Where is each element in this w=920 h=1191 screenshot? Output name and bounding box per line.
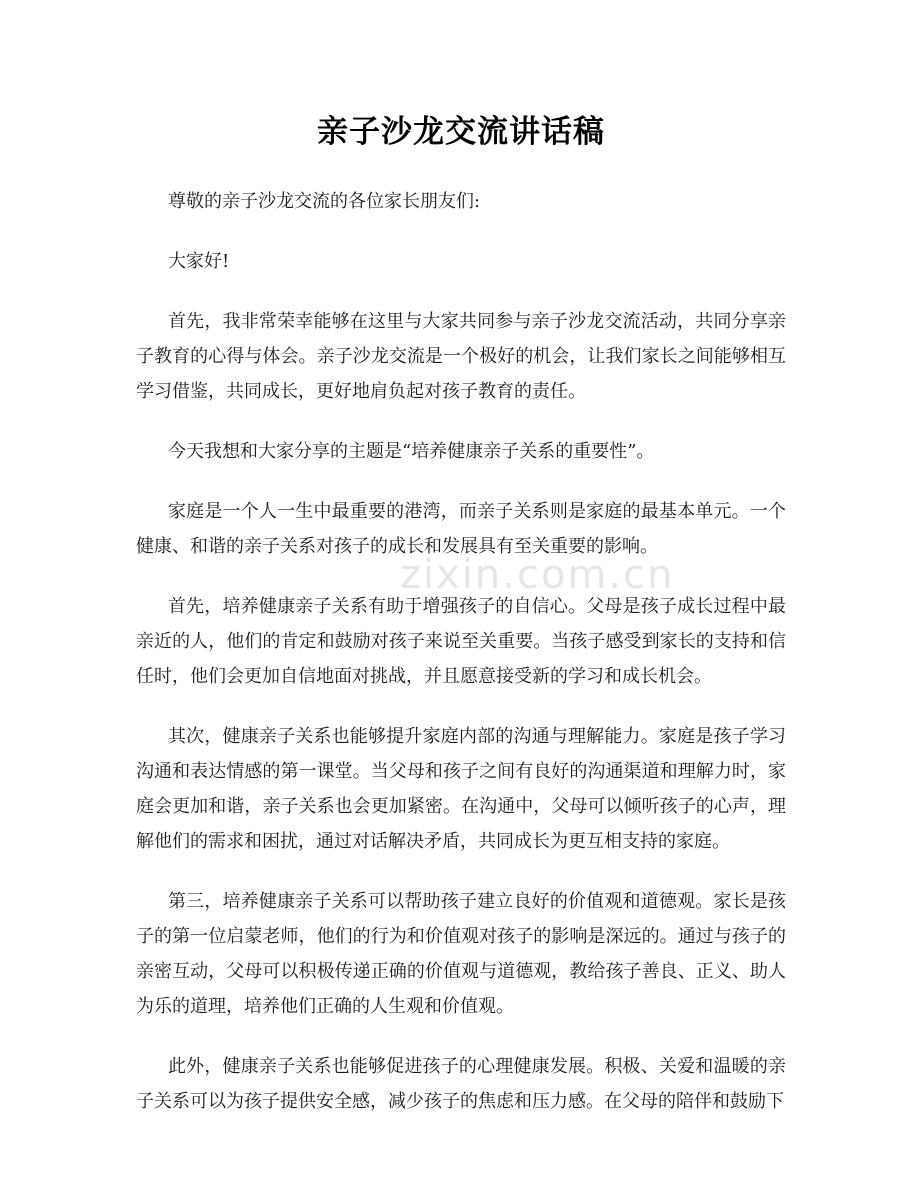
paragraph-values: 第三，培养健康亲子关系可以帮助孩子建立良好的价值观和道德观。家长是孩子的第一位启蒙老师，他们的行为和价值观对孩子的影响是深远的。通过与孩子的亲密互动，父母可以积极传递正确的价值观与道德观，教给孩子善良、正义、助人为乐的道理，培养他们正确的人生观和价值观。 bbox=[136, 891, 786, 1017]
document-title: 亲子沙龙交流讲话稿 bbox=[317, 114, 605, 150]
document-body bbox=[136, 110, 786, 1144]
paragraph-family: 家庭是一个人一生中最重要的港湾，而亲子关系则是家庭的最基本单元。一个健康、和谐的亲子关系对孩子的成长和发展具有至关重要的影响。 bbox=[136, 501, 786, 557]
greeting: 大家好! bbox=[168, 251, 230, 272]
paragraph-communication: 其次，健康亲子关系也能够提升家庭内部的沟通与理解能力。家庭是孩子学习沟通和表达情感的第一课堂。当父母和孩子之间有良好的沟通渠道和理解力时，家庭会更加和谐，亲子关系也会更加紧密。在沟通中，父母可以倾听孩子的心声，理解他们的需求和困扰，通过对话解决矛盾，共同成长为更互相支持的家庭。 bbox=[136, 726, 786, 852]
paragraph-intro: 首先，我非常荣幸能够在这里与大家共同参与亲子沙龙交流活动，共同分享亲子教育的心得与体会。亲子沙龙交流是一个极好的机会，让我们家长之间能够相互学习借鉴，共同成长，更好地肩负起对孩子教育的责任。 bbox=[136, 311, 786, 402]
paragraph-confidence: 首先，培养健康亲子关系有助于增强孩子的自信心。父母是孩子成长过程中最亲近的人，他们的肯定和鼓励对孩子来说至关重要。当孩子感受到家长的支持和信任时，他们会更加自信地面对挑战，并且愿意接受新的学习和成长机会。 bbox=[136, 596, 786, 687]
paragraph-topic: 今天我想和大家分享的主题是“培养健康亲子关系的重要性”。 bbox=[168, 441, 655, 462]
watermark: zixin.com.cn bbox=[400, 552, 675, 598]
salutation: 尊敬的亲子沙龙交流的各位家长朋友们: bbox=[168, 191, 481, 212]
paragraph-mental-health: 此外，健康亲子关系也能够促进孩子的心理健康发展。积极、关爱和温暖的亲子关系可以为孩子提供安全感，减少孩子的焦虑和压力感。在父母的陪伴和鼓励下 bbox=[136, 1056, 786, 1112]
